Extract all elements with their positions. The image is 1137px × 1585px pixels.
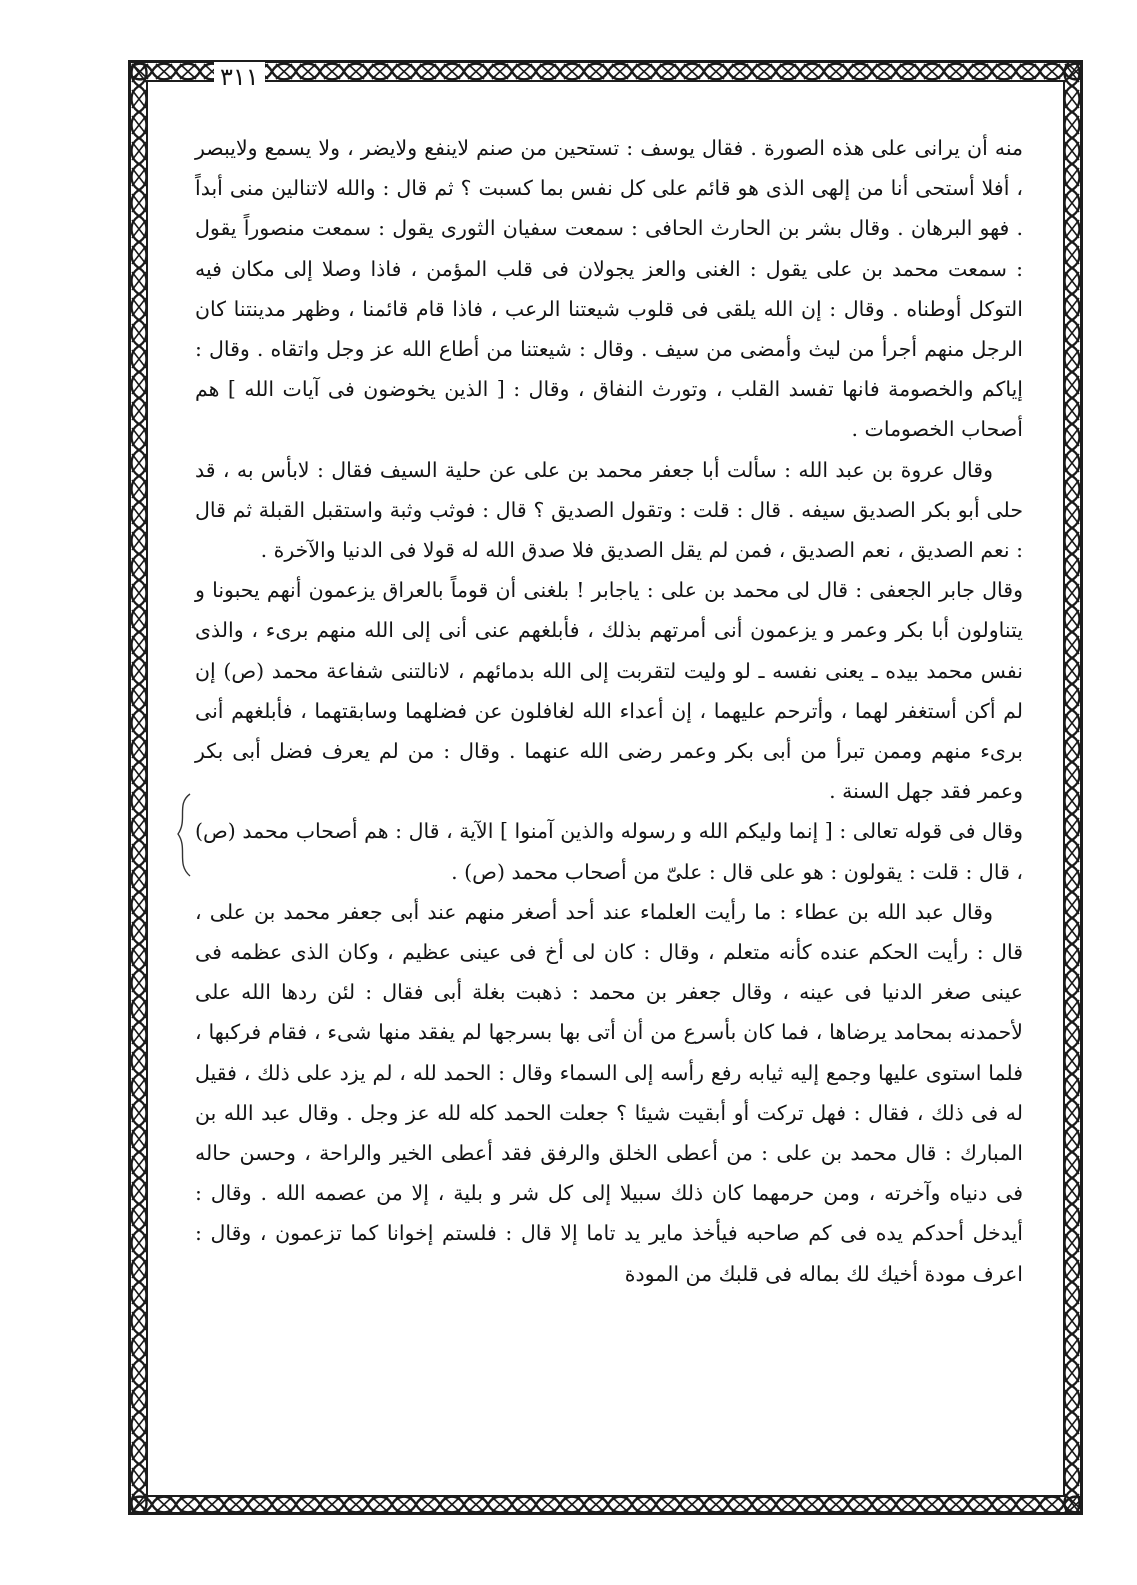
main-text	[195, 128, 1023, 1294]
page-number: ٣١١	[214, 62, 265, 92]
paragraph-2: وقال عروة بن عبد الله : سألت أبا جعفر محمد بن على عن حلية السيف فقال : لابأس به ، قد حلى أبو بكر الصديق سيفه . قال : قلت : وتقول الصديق ؟ قال : فوثب وثبة واستقبل القبلة ثم قال : نعم الصديق ، نعم الصديق ، فمن لم يقل الصديق فلا صدق الله له قولا فى الدنيا والآخرة .	[195, 457, 1023, 563]
margin-bracket-mark	[168, 790, 198, 880]
paragraph-4: وقال فى قوله تعالى : [ إنما وليكم الله و رسوله والذين آمنوا ] الآية ، قال : هم أصحاب محمد (ص) ، قال : قلت : يقولون : هو على قال : علىّ من أصحاب محمد (ص) .	[195, 819, 1023, 884]
paragraph-1: منه أن يرانى على هذه الصورة . فقال يوسف : تستحين من صنم لاينفع ولايضر ، ولا يسمع ولايبصر ، أفلا أستحى أنا من إلهى الذى هو قائم على كل نفس بما كسبت ؟ ثم قال : والله لاتنالين منى أبداً . فهو البرهان . وقال بشر بن الحارث الحافى : سمعت سفيان الثورى يقول : سمعت منصوراً يقول : سمعت محمد بن على يقول : الغنى والعز يجولان فى قلب المؤمن ، فاذا وصلا إلى مكان فيه التوكل أوطناه . وقال : إن الله يلقى فى قلوب شيعتنا الرعب ، فاذا قام قائمنا ، وظهر مدينتنا كان الرجل منهم أجرأ من ليث وأمضى من سيف . وقال : شيعتنا من أطاع الله عز وجل واتقاه . وقال : إياكم والخصومة فانها تفسد القلب ، وتورث النفاق ، وقال : [ الذين يخوضون فى آيات الله ] هم أصحاب الخصومات .	[195, 136, 1024, 442]
paragraph-5: وقال عبد الله بن عطاء : ما رأيت العلماء عند أحد أصغر منهم عند أبى جعفر محمد بن على ، قال : رأيت الحكم عنده كأنه متعلم ، وقال : كان لى أخ فى عينى عظيم ، وكان الذى عظمه فى عينى صغر الدنيا فى عينه ، وقال جعفر بن محمد : ذهبت بغلة أبى فقال : لئن ردها الله على لأحمدنه بمحامد يرضاها ، فما كان بأسرع من أن أتى بها بسرجها لم يفقد منها شىء ، فقام فركبها ، فلما استوى عليها وجمع إليه ثيابه رفع رأسه إلى السماء وقال : الحمد لله ، لم يزد على ذلك ، فقيل له فى ذلك ، فقال : فهل تركت أو أبقيت شيئا ؟ جعلت الحمد كله لله عز وجل . وقال عبد الله بن المبارك : قال محمد بن على : من أعطى الخلق والرفق فقد أعطى الخير والراحة ، وحسن حاله فى دنياه وآخرته ، ومن حرمهما كان ذلك سبيلا إلى كل شر و بلية ، إلا من عصمه الله . وقال : أيدخل أحدكم يده فى كم صاحبه فيأخذ ماير يد تاما إلا قال : فلستم إخوانا كما تزعمون ، وقال : اعرف مودة أخيك لك بماله فى قلبك من المودة	[195, 899, 1023, 1286]
paragraph-3: وقال جابر الجعفى : قال لى محمد بن على : ياجابر ! بلغنى أن قوماً بالعراق يزعمون أنهم يحبونا و يتناولون أبا بكر وعمر و يزعمون أنى أمرتهم بذلك ، فأبلغهم عنى أنى إلى الله منهم برىء ، والذى نفس محمد بيده ـ يعنى نفسه ـ لو وليت لتقربت إلى الله بدمائهم ، لانالتنى شفاعة محمد (ص) إن لم أكن أستغفر لهما ، وأترحم عليهما ، إن أعداء الله لغافلون عن فضلهما وسابقتهما ، فأبلغهم أنى برىء منهم وممن تبرأ من أبى بكر وعمر رضى الله عنهما . وقال : من لم يعرف فضل أبى بكر وعمر فقد جهل السنة .	[195, 578, 1023, 804]
